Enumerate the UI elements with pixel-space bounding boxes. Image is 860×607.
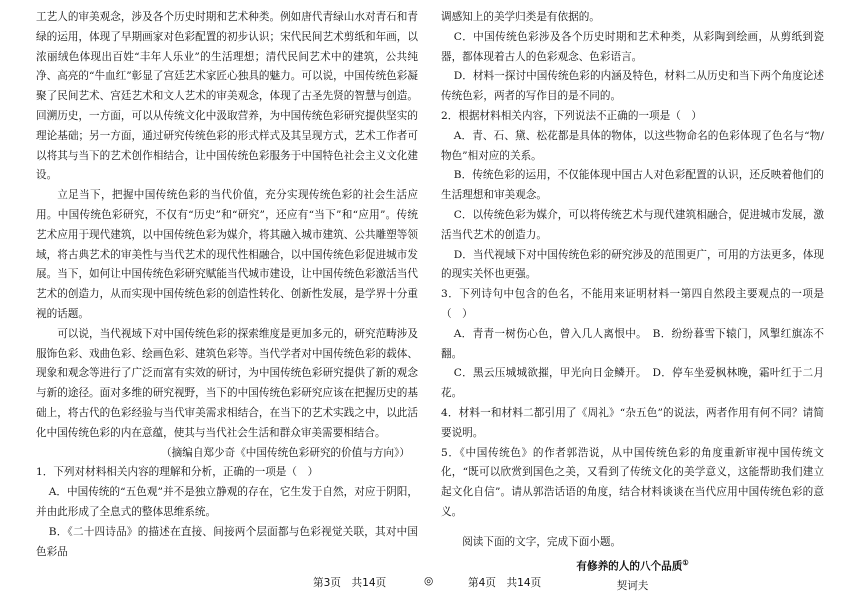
reading-intro: 阅读下面的文字，完成下面小题。 <box>462 535 622 548</box>
right-page-number: 第4页 共14页 <box>468 577 542 589</box>
paragraph-contemporary: 可以说，当代视域下对中国传统色彩的探索维度是更加多元的，研究范畴涉及服饰色彩、戏曲色彩、绘画色彩、建筑色彩等。当代学者对中国传统色彩的载体、现象和观念等进行了广泛而富有实效的研讨，为中国传统色彩研究提供了新的观念与新的途径。面对多维的研究视野，当下的中国传统色彩研究应该在把握历史的基础上，将古代的色彩经验与当代审美需求相结合，在当下的艺术实践之中，以此活化中国传统色彩的内在意蕴，使其与当代社会生活和群众审美需要相结合。 <box>36 327 418 439</box>
question-3-options-ab: A．青青一树伤心色，曾入几人离恨中。 B．纷纷暮雪下辕门，风掣红旗冻不翻。 <box>441 327 824 360</box>
question-3: 3．下列诗句中包含的色名，不能用来证明材料一第四自然段主要观点的一项是（ ） <box>441 288 824 320</box>
question-1: 1．下列对材料相关内容的理解和分析，正确的一项是（ ） <box>36 466 319 479</box>
article-author: 契诃夫 <box>616 579 649 592</box>
question-2-option-d: D．当代视域下对中国传统色彩的研究涉及的范围更广，可用的方法更多，体现的现实关怀也更强。 <box>441 248 824 281</box>
question-5: 5．《中国传统色》的作者郭浩说，从中国传统色彩的角度重新审视中国传统文化，“既可以欣赏到国色之美，又看到了传统文化的美学意义，这能帮助我们建立起文化自信”。请从郭浩话语的角度，结合材料谈谈在当代应用中国传统色彩的意义。 <box>441 446 824 518</box>
question-1-option-a: A．中国传统的“五色观”并不是独立静观的存在，它生发于自然，对应于阴阳，并由此形成了全息式的整体思维系统。 <box>36 486 418 518</box>
question-2-option-a: A．青、石、黛、松花都是具体的物体，以这些物命名的色彩体现了色名与“物/物色”相对应的关系。 <box>441 129 824 162</box>
right-column <box>441 8 824 597</box>
left-column <box>36 8 418 562</box>
question-1-option-c: C．中国传统色彩涉及各个历史时期和艺术种类，从彩陶到绘画，从剪纸到瓷器，都体现着古人的色彩观念、色彩语言。 <box>441 30 824 63</box>
question-1-option-b-continued: 调感知上的美学归类是有依据的。 <box>441 11 600 23</box>
question-3-options-cd: C．黑云压城城欲摧，甲光向日金鳞开。 D．停车坐爱枫林晚，霜叶红于二月花。 <box>441 367 824 400</box>
question-2-option-c: C．以传统色彩为媒介，可以将传统艺术与现代建筑相融合，促进城市发展，激活当代艺术的创造力。 <box>441 208 824 241</box>
question-2-option-b: B．传统色彩的运用，不仅能体现中国古人对色彩配置的认识，还反映着他们的生活理想和审美观念。 <box>441 169 824 202</box>
question-2: 2．根据材料相关内容，下列说法不正确的一项是（ ） <box>441 109 702 122</box>
source-citation: （摘编自郑少奇《中国传统色彩研究的价值与方向》） <box>161 446 410 459</box>
paragraph-history: 工艺人的审美观念，涉及各个历史时期和艺术种类。例如唐代青绿山水对青石和青绿的运用，体现了早期画家对色彩配置的初步认识；宋代民间艺术剪纸和年画，以浓丽绒色体现出百姓“丰年人乐业”的生活理想；清代民间艺术中的建筑，公共纯净、高亮的“牛血红”彰显了宫廷艺术家匠心独具的魅力。可以说，中国传统色彩凝聚了民间艺术、宫廷艺术和文人艺术的审美观念，体现了古圣先贤的智慧与创造。回溯历史，一方面，可以从传统文化中汲取营养，为中国传统色彩研究提供坚实的理论基础；另一方面，通过研究传统色彩的形式样式及其呈现方式，艺术工作者可以将其与当下的艺术创作相结合，让中国传统色彩服务于中国特色社会主义文化建设。 <box>36 11 418 182</box>
question-4: 4．材料一和材料二都引用了《周礼》“杂五色”的说法，两者作用有何不同？请简要说明。 <box>441 406 824 439</box>
footer-circle-mark: ◎ <box>424 575 434 587</box>
left-page-number: 第3页 共14页 <box>313 577 387 589</box>
article-title-text: 有修养的人的八个品质 <box>576 560 683 573</box>
paragraph-present: 立足当下，把握中国传统色彩的当代价值，充分实现传统色彩的社会生活应用。中国传统色彩研究，不仅有“历史”和“研究”，还应有“当下”和“应用”。传统艺术应用于现代建筑，以中国传统色彩为媒介，将其融入城市建筑、公共雕塑等领域，将古典艺术的审美性与当代艺术的现代性相融合，以中国传统色彩促进城市发展。当下，如何让中国传统色彩研究赋能当代城市建设，让中国传统色彩激活当代艺术的创造力，从而实现中国传统色彩的创造性转化、创新性发展，是学界十分重视的话题。 <box>36 189 418 320</box>
question-1-option-b: B．《二十四诗品》的描述在直接、间接两个层面都与色彩视觉关联，其对中国色彩品 <box>36 525 418 558</box>
question-1-option-d: D．材料一探讨中国传统色彩的内涵及特色，材料二从历史和当下两个角度论述传统色彩，两者的写作目的是不同的。 <box>441 70 824 103</box>
footnote-marker: ① <box>682 557 689 567</box>
article-title <box>441 553 824 577</box>
